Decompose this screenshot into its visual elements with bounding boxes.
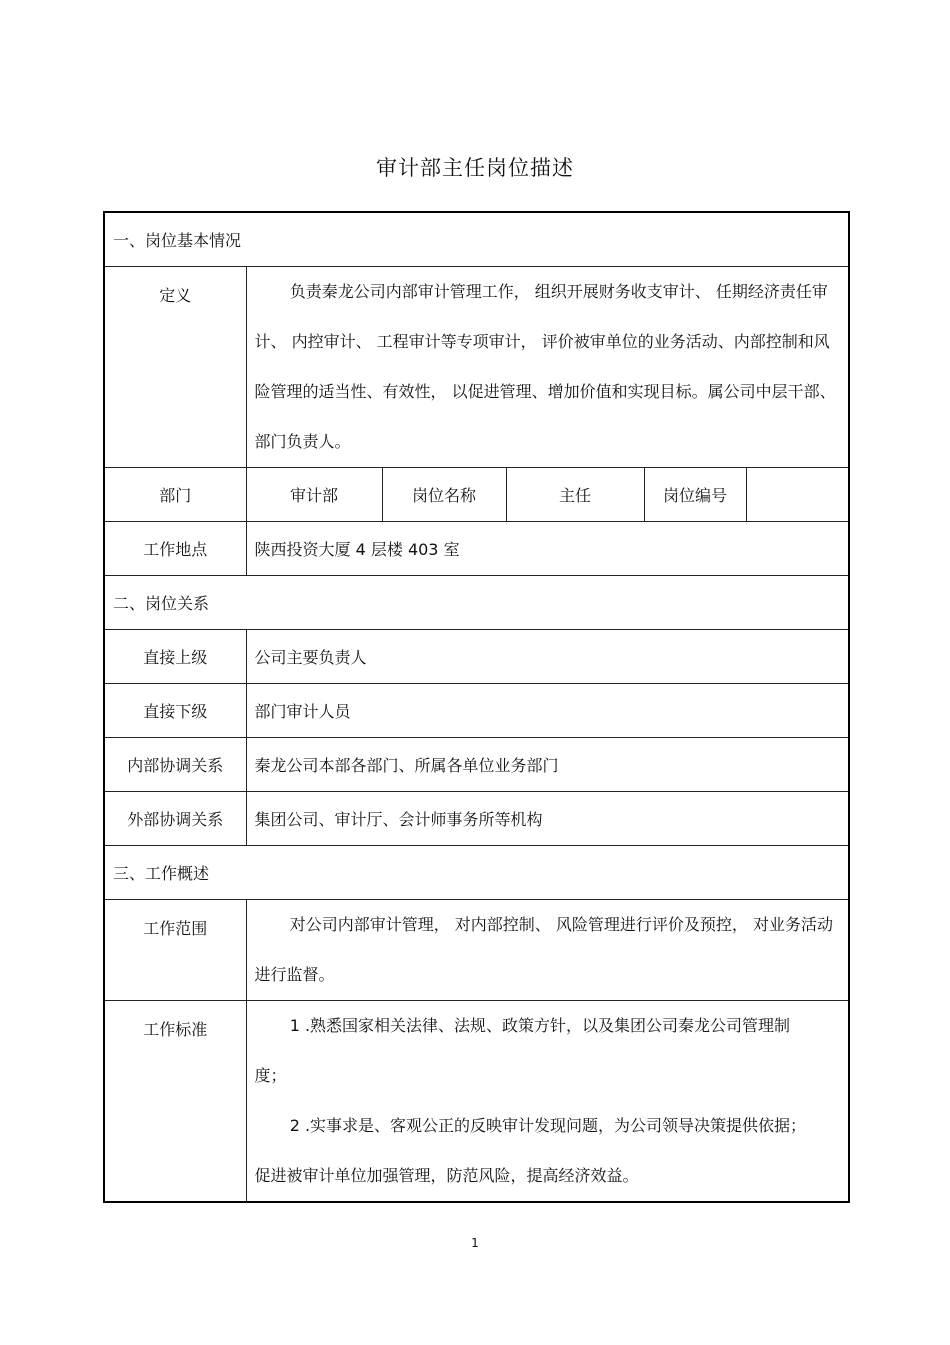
work-standard-item: 2 .实事求是、客观公正的反映审计发现问题，为公司领导决策提供依据；促进被审计单位加强管理，防范风险，提高经济效益。	[254, 1116, 807, 1185]
department-row	[104, 468, 849, 522]
job-description-table	[103, 211, 850, 1203]
section-heading-relations: 二、岗位关系	[104, 576, 849, 630]
work-scope-label: 工作范围	[104, 900, 246, 1001]
relation-label: 外部协调关系	[104, 792, 246, 846]
definition-text: 负责秦龙公司内部审计管理工作， 组织开展财务收支审计、 任期经济责任审计、 内控审计、 工程审计等专项审计， 评价被审单位的业务活动、内部控制和风险管理的适当性、有效性， 以促进管理、增加价值和实现目标。属公司中层干部、部门负责人。	[246, 267, 849, 468]
post-name-label: 岗位名称	[382, 468, 506, 522]
section-relations	[104, 576, 849, 630]
page-number: 1	[471, 1236, 479, 1250]
relation-row	[104, 738, 849, 792]
relation-value: 集团公司、审计厅、会计师事务所等机构	[246, 792, 849, 846]
work-standard-list	[246, 1001, 849, 1203]
department-label: 部门	[104, 468, 246, 522]
post-code-label: 岗位编号	[644, 468, 746, 522]
section-work-overview	[104, 846, 849, 900]
work-scope-text: 对公司内部审计管理， 对内部控制、 风险管理进行评价及预控， 对业务活动进行监督。	[246, 900, 849, 1001]
section-heading-basic: 一、岗位基本情况	[104, 212, 849, 267]
relation-row	[104, 792, 849, 846]
relation-label: 直接下级	[104, 684, 246, 738]
section-basic-info	[104, 212, 849, 267]
post-code-value	[746, 468, 849, 522]
post-name-value: 主任	[506, 468, 644, 522]
work-standard-row	[104, 1001, 849, 1203]
document-title: 审计部主任岗位描述	[376, 156, 574, 180]
location-label: 工作地点	[104, 522, 246, 576]
relation-label: 直接上级	[104, 630, 246, 684]
definition-label: 定义	[104, 267, 246, 468]
relation-row	[104, 630, 849, 684]
relation-label: 内部协调关系	[104, 738, 246, 792]
location-row	[104, 522, 849, 576]
work-standard-label: 工作标准	[104, 1001, 246, 1203]
relation-row	[104, 684, 849, 738]
department-value: 审计部	[246, 468, 382, 522]
relation-value: 秦龙公司本部各部门、所属各单位业务部门	[246, 738, 849, 792]
relation-value: 部门审计人员	[246, 684, 849, 738]
work-standard-item: 1 .熟悉国家相关法律、法规、政策方针，以及集团公司秦龙公司管理制度；	[254, 1016, 791, 1085]
section-heading-overview: 三、工作概述	[104, 846, 849, 900]
definition-row	[104, 267, 849, 468]
work-scope-row	[104, 900, 849, 1001]
relation-value: 公司主要负责人	[246, 630, 849, 684]
location-value: 陕西投资大厦 4 层楼 403 室	[246, 522, 849, 576]
